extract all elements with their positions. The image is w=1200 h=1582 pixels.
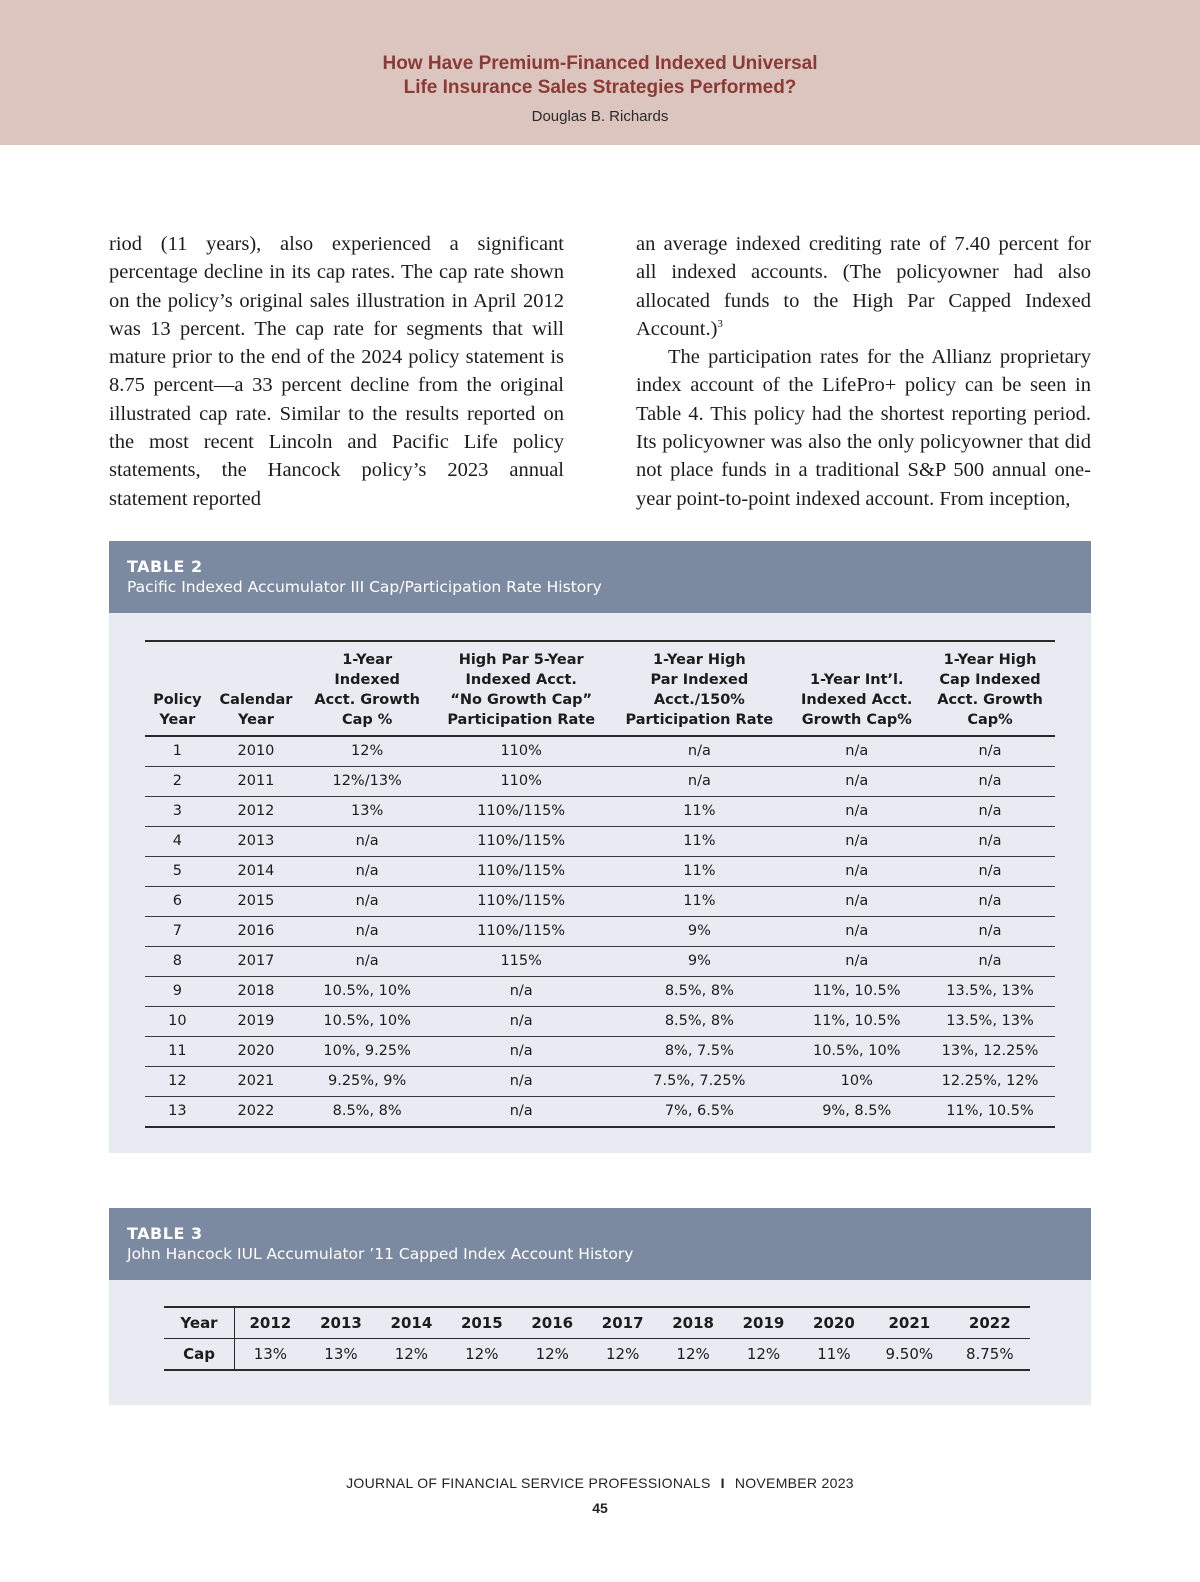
table-3-cap-cell: 8.75% xyxy=(965,1345,1014,1363)
table-cell: n/a xyxy=(925,767,1055,797)
table-2-column-header xyxy=(610,641,788,736)
table-cell: 2021 xyxy=(210,1067,303,1097)
table-cell: n/a xyxy=(788,827,925,857)
table-3-cap-cell: 11% xyxy=(817,1345,851,1363)
table-cell: 9.25%, 9% xyxy=(302,1067,432,1097)
table-row xyxy=(145,887,1055,917)
table-row xyxy=(145,1067,1055,1097)
column-header-line: Growth Cap% xyxy=(801,712,912,728)
column-header-line: Cap % xyxy=(341,712,393,728)
table-cell: 13.5%, 13% xyxy=(925,977,1055,1007)
table-cell: 110%/115% xyxy=(432,797,610,827)
table-cell: 11% xyxy=(610,797,788,827)
table-2 xyxy=(145,640,1055,1128)
table-cell: n/a xyxy=(788,736,925,767)
column-header-line: Indexed Acct. xyxy=(465,672,577,688)
article-title-line-2: Life Insurance Sales Strategies Performed? xyxy=(403,77,797,98)
table-cell: n/a xyxy=(432,1007,610,1037)
table-cell: n/a xyxy=(302,857,432,887)
table-cell: 2013 xyxy=(210,827,303,857)
column-header-line: Cap% xyxy=(967,712,1013,728)
table-cell: n/a xyxy=(788,767,925,797)
page-footer xyxy=(0,1475,1200,1491)
table-3-year-cell: 2015 xyxy=(460,1314,503,1332)
table-3-cap-cell: 12% xyxy=(394,1345,429,1363)
table-3-cap-cell: 12% xyxy=(465,1345,499,1363)
table-cell: n/a xyxy=(302,827,432,857)
table-cell: 2010 xyxy=(210,736,303,767)
table-row xyxy=(145,917,1055,947)
column-header-line: Acct./150% xyxy=(653,692,745,708)
table-3-cap-cell: 9.50% xyxy=(885,1345,934,1363)
running-header xyxy=(0,0,1200,145)
table-cell: n/a xyxy=(610,767,788,797)
journal-name: JOURNAL OF FINANCIAL SERVICE PROFESSIONALS xyxy=(346,1475,711,1491)
table-cell: 9%, 8.5% xyxy=(788,1097,925,1128)
table-cell: n/a xyxy=(432,977,610,1007)
table-2-column-header xyxy=(925,641,1055,736)
table-cell: 10% xyxy=(788,1067,925,1097)
table-3-cap-cell: 12% xyxy=(605,1345,640,1363)
table-3-year-cell: 2019 xyxy=(742,1314,785,1332)
table-cell: 11%, 10.5% xyxy=(788,977,925,1007)
table-cell: 115% xyxy=(432,947,610,977)
table-cell: n/a xyxy=(432,1067,610,1097)
table-cell: 10.5%, 10% xyxy=(302,1007,432,1037)
table-cell: 11 xyxy=(145,1037,210,1067)
table-3-year-cell: 2020 xyxy=(813,1314,855,1332)
column-header-line: 1-Year xyxy=(342,652,393,668)
table-cell: n/a xyxy=(302,947,432,977)
article-title-line-1: How Have Premium-Financed Indexed Universal xyxy=(382,53,818,74)
column-header-line: High Par 5-Year xyxy=(458,652,584,668)
table-row xyxy=(145,1007,1055,1037)
table-cell: n/a xyxy=(788,947,925,977)
table-3-year-row xyxy=(164,1307,1030,1339)
article-title xyxy=(0,52,1200,100)
column-header-line: Policy xyxy=(153,692,202,708)
table-row xyxy=(145,797,1055,827)
table-3-header xyxy=(109,1208,1091,1280)
table-cell: 7%, 6.5% xyxy=(610,1097,788,1128)
table-3-cap-cell: 12% xyxy=(676,1345,710,1363)
table-cell: 11%, 10.5% xyxy=(925,1097,1055,1128)
table-cell: 1 xyxy=(145,736,210,767)
table-cell: 11% xyxy=(610,827,788,857)
table-cell: 7 xyxy=(145,917,210,947)
table-3-year-cell: 2018 xyxy=(672,1314,714,1332)
table-cell: 2015 xyxy=(210,887,303,917)
table-cell: n/a xyxy=(302,917,432,947)
table-2-column-header xyxy=(210,641,303,736)
table-cell: n/a xyxy=(925,736,1055,767)
table-cell: 8.5%, 8% xyxy=(610,1007,788,1037)
body-paragraph xyxy=(636,230,1091,343)
table-3-year-label: Year xyxy=(164,1307,235,1339)
footnote-marker: 3 xyxy=(717,318,723,331)
table-cell: 110% xyxy=(432,736,610,767)
table-row xyxy=(145,857,1055,887)
table-3-year-cell: 2013 xyxy=(320,1314,362,1332)
table-cell: 2020 xyxy=(210,1037,303,1067)
column-header-line: Acct. Growth xyxy=(314,692,420,708)
table-3-cap-cell: 12% xyxy=(535,1345,569,1363)
table-cell: n/a xyxy=(788,887,925,917)
table-cell: 10.5%, 10% xyxy=(788,1037,925,1067)
table-3-cap-label: Cap xyxy=(164,1339,235,1371)
table-row xyxy=(145,827,1055,857)
table-3-year-cell: 2014 xyxy=(390,1314,433,1332)
table-3-year-cell: 2016 xyxy=(531,1314,574,1332)
table-cell: 6 xyxy=(145,887,210,917)
table-cell: n/a xyxy=(432,1097,610,1128)
table-cell: 3 xyxy=(145,797,210,827)
body-column-right xyxy=(636,230,1091,513)
table-cell: 13% xyxy=(302,797,432,827)
footer-separator: I xyxy=(720,1475,725,1491)
table-cell: 2017 xyxy=(210,947,303,977)
table-cell: n/a xyxy=(925,827,1055,857)
table-cell: n/a xyxy=(925,947,1055,977)
table-cell: 4 xyxy=(145,827,210,857)
table-cell: 9% xyxy=(610,917,788,947)
page-number: 45 xyxy=(592,1500,608,1516)
table-cell: 9 xyxy=(145,977,210,1007)
column-header-line: Par Indexed xyxy=(650,672,749,688)
table-3-year-cell: 2022 xyxy=(968,1314,1011,1332)
table-cell: 13 xyxy=(145,1097,210,1128)
table-cell: 5 xyxy=(145,857,210,887)
table-2-header-row xyxy=(145,641,1055,736)
table-cell: n/a xyxy=(788,857,925,887)
column-header-line: 1-Year High xyxy=(943,652,1037,668)
table-cell: 2016 xyxy=(210,917,303,947)
table-cell: 110%/115% xyxy=(432,857,610,887)
table-cell: n/a xyxy=(925,797,1055,827)
table-cell: 7.5%, 7.25% xyxy=(610,1067,788,1097)
table-row xyxy=(145,1037,1055,1067)
body-paragraph: The participation rates for the Allianz proprietary index account of the LifePro+ policy can be seen in Table 4. This policy had the shortest reporting period. Its policyowner was also the only policyowner that did not place funds in a traditional S&P 500 annual one-year point-to-point indexed account. From inception, xyxy=(636,346,1091,510)
table-3-caption: John Hancock IUL Accumulator ’11 Capped Index Account History xyxy=(127,1245,634,1263)
table-cell: n/a xyxy=(302,887,432,917)
column-header-line: Year xyxy=(237,712,274,728)
table-2-body xyxy=(145,736,1055,1127)
table-cell: n/a xyxy=(788,917,925,947)
table-cell: 8%, 7.5% xyxy=(610,1037,788,1067)
body-paragraph-text: an average indexed crediting rate of 7.40 percent for all indexed accounts. (The policyowner had also allocated funds to the High Par Capped Indexed Account.) xyxy=(636,233,1091,340)
table-cell: 10 xyxy=(145,1007,210,1037)
column-header-line: Acct. Growth xyxy=(937,692,1043,708)
table-cell: 9% xyxy=(610,947,788,977)
table-cell: 11% xyxy=(610,887,788,917)
table-cell: 8.5%, 8% xyxy=(302,1097,432,1128)
table-2-panel xyxy=(109,541,1091,1153)
table-3-year-cell: 2012 xyxy=(249,1314,292,1332)
article-author: Douglas B. Richards xyxy=(531,108,669,125)
table-3-label: TABLE 3 xyxy=(127,1224,203,1243)
table-3-panel xyxy=(109,1208,1091,1405)
column-header-line: 1-Year High xyxy=(652,652,746,668)
column-header-line: “No Growth Cap” xyxy=(450,692,593,708)
table-cell: n/a xyxy=(610,736,788,767)
table-3-year-cell: 2017 xyxy=(601,1314,644,1332)
body-paragraph: riod (11 years), also experienced a significant percentage decline in its cap rates. The cap rate shown on the policy’s original sales illustration in April 2012 was 13 percent. The cap rate for segments that will mature prior to the end of the 2024 policy statement is 8.75 percent—a 33 percent decline from the original illustrated cap rate. Similar to the results reported on the most recent Lincoln and Pacific Life policy statements, the Hancock policy’s 2023 annual statement reported xyxy=(109,233,564,510)
table-3-cap-cell: 13% xyxy=(253,1345,288,1363)
table-row xyxy=(145,767,1055,797)
table-cell: 8 xyxy=(145,947,210,977)
table-cell: 2011 xyxy=(210,767,303,797)
column-header-line: Indexed xyxy=(334,672,400,688)
table-2-column-header xyxy=(302,641,432,736)
table-cell: 110%/115% xyxy=(432,917,610,947)
table-cell: 10.5%, 10% xyxy=(302,977,432,1007)
table-row xyxy=(145,1097,1055,1128)
table-cell: 2 xyxy=(145,767,210,797)
table-cell: 10%, 9.25% xyxy=(302,1037,432,1067)
table-2-label: TABLE 2 xyxy=(127,557,203,576)
table-cell: 12%/13% xyxy=(302,767,432,797)
table-cell: 2012 xyxy=(210,797,303,827)
table-row xyxy=(145,947,1055,977)
column-header-line: Year xyxy=(159,712,196,728)
table-cell: 13.5%, 13% xyxy=(925,1007,1055,1037)
table-3-cap-cell: 12% xyxy=(746,1345,781,1363)
table-2-column-header xyxy=(145,641,210,736)
table-cell: 12 xyxy=(145,1067,210,1097)
table-3-cap-row xyxy=(164,1339,1030,1371)
table-3 xyxy=(164,1306,1030,1371)
column-header-line: Cap Indexed xyxy=(939,672,1041,688)
table-2-column-header xyxy=(788,641,925,736)
table-row xyxy=(145,736,1055,767)
table-3-year-cell: 2021 xyxy=(888,1314,931,1332)
table-cell: n/a xyxy=(925,857,1055,887)
table-cell: 110% xyxy=(432,767,610,797)
table-cell: 8.5%, 8% xyxy=(610,977,788,1007)
table-cell: n/a xyxy=(788,797,925,827)
table-cell: 2014 xyxy=(210,857,303,887)
table-cell: 11% xyxy=(610,857,788,887)
table-2-header xyxy=(109,541,1091,613)
table-row xyxy=(145,977,1055,1007)
table-2-caption: Pacific Indexed Accumulator III Cap/Participation Rate History xyxy=(127,578,602,596)
column-header-line: 1-Year Int’l. xyxy=(809,672,904,688)
table-cell: 12.25%, 12% xyxy=(925,1067,1055,1097)
table-cell: 11%, 10.5% xyxy=(788,1007,925,1037)
table-cell: n/a xyxy=(925,917,1055,947)
table-3-cap-cell: 13% xyxy=(324,1345,358,1363)
table-cell: 2022 xyxy=(210,1097,303,1128)
table-cell: n/a xyxy=(925,887,1055,917)
table-cell: 110%/115% xyxy=(432,827,610,857)
body-column-left xyxy=(109,230,564,513)
table-cell: 110%/115% xyxy=(432,887,610,917)
table-2-column-header xyxy=(432,641,610,736)
column-header-line: Calendar xyxy=(219,692,293,708)
table-cell: 13%, 12.25% xyxy=(925,1037,1055,1067)
table-cell: 2019 xyxy=(210,1007,303,1037)
table-cell: n/a xyxy=(432,1037,610,1067)
column-header-line: Participation Rate xyxy=(447,712,596,728)
column-header-line: Indexed Acct. xyxy=(801,692,913,708)
table-cell: 2018 xyxy=(210,977,303,1007)
issue-date: NOVEMBER 2023 xyxy=(734,1475,854,1491)
column-header-line: Participation Rate xyxy=(625,712,774,728)
table-cell: 12% xyxy=(302,736,432,767)
